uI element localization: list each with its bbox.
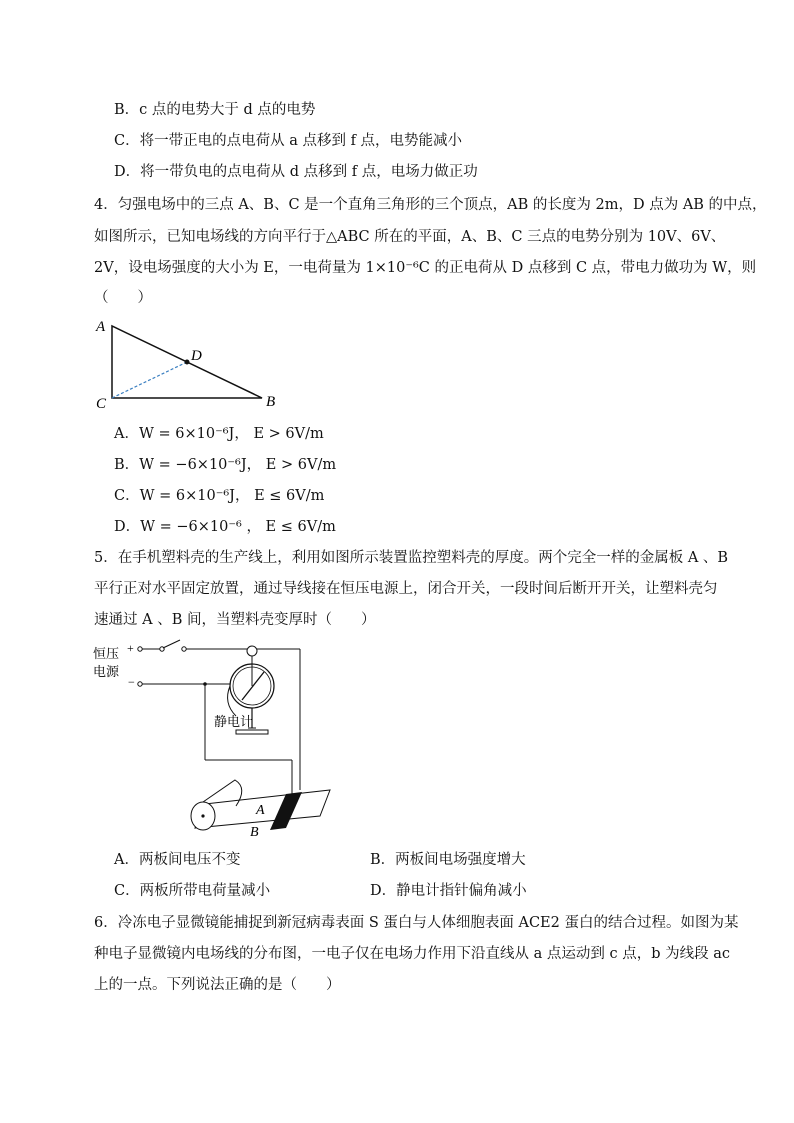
q3-option-c: C．将一带正电的点电荷从 a 点移到 f 点，电势能减小 bbox=[114, 133, 463, 149]
q5-option-c: C．两板所带电荷量减小 bbox=[114, 883, 271, 899]
q6-stem-line1: 6．冷冻电子显微镜能捕捉到新冠病毒表面 S 蛋白与人体细胞表面 ACE2 蛋白的结合过程。如图为某 bbox=[94, 915, 739, 931]
q3-option-b: B．c 点的电势大于 d 点的电势 bbox=[114, 102, 316, 118]
electroscope-label: 静电计 bbox=[214, 715, 254, 730]
q4-triangle-figure bbox=[90, 316, 290, 416]
minus-terminal: − bbox=[128, 675, 135, 689]
q5-option-a: A．两板间电压不变 bbox=[114, 852, 241, 868]
label-c: C bbox=[96, 396, 107, 412]
label-b: B bbox=[266, 394, 276, 410]
q5-stem-line1: 5．在手机塑料壳的生产线上，利用如图所示装置监控塑料壳的厚度。两个完全一样的金属板 A 、B bbox=[94, 550, 729, 566]
q5-option-b: B．两板间电场强度增大 bbox=[370, 852, 526, 868]
q5-stem-line2: 平行正对水平固定放置，通过导线接在恒压电源上，闭合开关，一段时间后断开开关，让塑料壳匀 bbox=[94, 581, 718, 597]
terminal-plus bbox=[138, 647, 142, 651]
point-d bbox=[185, 360, 190, 365]
q4-option-a: A．W = 6×10⁻⁶J， E > 6V/m bbox=[114, 426, 324, 442]
plate-a-label: A bbox=[256, 803, 265, 818]
q5-option-d: D．静电计指针偏角减小 bbox=[370, 883, 527, 899]
plate-b-label: B bbox=[250, 825, 259, 838]
source-label-1: 恒压 bbox=[93, 647, 120, 662]
q6-stem-line3: 上的一点。下列说法正确的是（ ） bbox=[94, 977, 341, 993]
q3-option-d: D．将一带负电的点电荷从 d 点移到 f 点，电场力做正功 bbox=[114, 164, 478, 180]
q5-stem-line3: 速通过 A 、B 间，当塑料壳变厚时（ ） bbox=[94, 612, 376, 628]
label-d: D bbox=[191, 348, 202, 364]
plus-terminal: + bbox=[127, 641, 134, 655]
q4-stem-line2: 如图所示，已知电场线的方向平行于△ABC 所在的平面，A、B、C 三点的电势分别为 10V、6V、 bbox=[94, 229, 726, 245]
q4-option-b: B．W = −6×10⁻⁶J， E > 6V/m bbox=[114, 457, 337, 473]
electroscope-base bbox=[236, 730, 268, 734]
q4-stem-line4: （ ） bbox=[94, 290, 152, 306]
q4-option-d: D．W = −6×10⁻⁶ ， E ≤ 6V/m bbox=[114, 519, 336, 535]
source-label-2: 电源 bbox=[93, 665, 120, 680]
electroscope-knob bbox=[247, 646, 257, 656]
q4-stem-line1: 4．匀强电场中的三点 A、B、C 是一个直角三角形的三个顶点，AB 的长度为 2m，D 点为 AB 的中点， bbox=[94, 197, 767, 213]
terminal-minus bbox=[138, 682, 142, 686]
label-a: A bbox=[96, 319, 106, 335]
q6-stem-line2: 种电子显微镜内电场线的分布图，一电子仅在电场力作用下沿直线从 a 点运动到 c 点，b 为线段 ac bbox=[94, 946, 730, 962]
switch bbox=[163, 640, 180, 648]
q4-stem-line3: 2V，设电场强度的大小为 E，一电荷量为 1×10⁻⁶C 的正电荷从 D 点移到 C 点，带电力做功为 W，则 bbox=[94, 260, 757, 276]
q4-option-c: C．W = 6×10⁻⁶J， E ≤ 6V/m bbox=[114, 488, 325, 504]
dashed-line-cd bbox=[112, 362, 187, 398]
q5-apparatus-figure bbox=[90, 638, 350, 838]
